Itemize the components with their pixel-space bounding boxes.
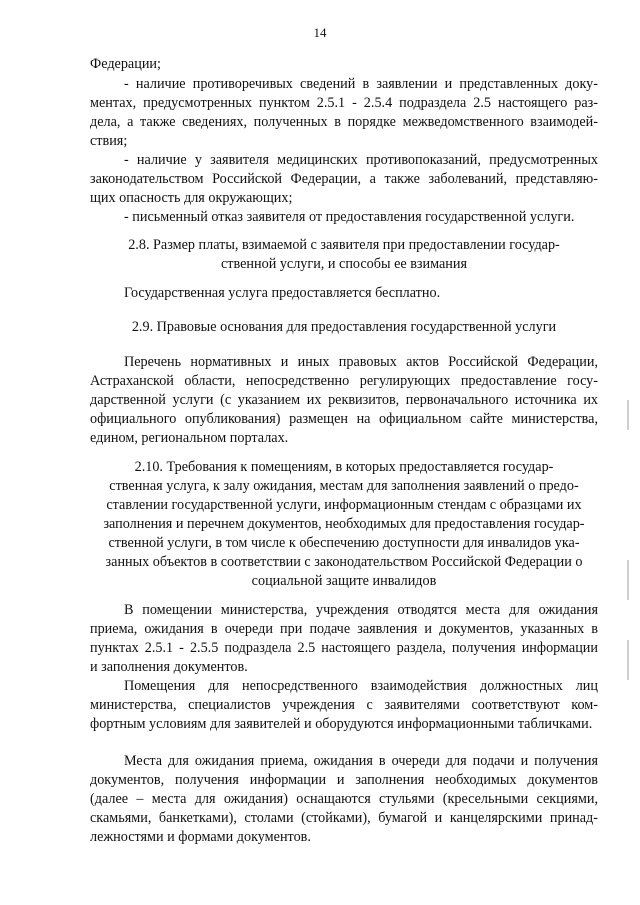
text-line: законодательством Российской Федерации, а также заболеваний, представляю- — [90, 171, 598, 187]
text-line: Места для ожидания приема, ожидания в очереди для подачи и получения — [124, 753, 598, 769]
page-number: 14 — [313, 25, 327, 40]
section-heading-line: социальной защите инвалидов — [251, 573, 437, 589]
text-line: приема, ожидания в очереди при подаче заявления и документов, указанных в — [90, 621, 598, 637]
text-line: едином, региональном порталах. — [90, 430, 289, 446]
section-heading-line: ственная услуга, к залу ожидания, местам для заполнения заявлений о предо- — [109, 478, 579, 494]
section-heading-line: 2.8. Размер платы, взимаемой с заявителя при предоставлении государ- — [128, 237, 560, 253]
section-heading-line: 2.10. Требования к помещениям, в которых предоставляется государ- — [134, 459, 554, 475]
text-line: (далее – места для ожидания) оснащаются стульями (кресельными секциями, — [90, 791, 598, 807]
text-line: Перечень нормативных и иных правовых актов Российской Федерации, — [124, 354, 598, 370]
text-line: и заполнения документов. — [90, 659, 248, 675]
text-line: фортным условиям для заявителей и оборудуются информационными табличками. — [90, 716, 593, 732]
scan-artifact-line — [627, 400, 629, 430]
text-line: Федерации; — [90, 56, 161, 72]
section-heading-line: ственной услуги, и способы ее взимания — [221, 256, 467, 272]
text-line: Помещения для непосредственного взаимодействия должностных лиц — [124, 678, 598, 694]
text-line: документов, получения информации и заполнения необходимых документов — [90, 772, 598, 788]
text-line: Астраханской области, непосредственно регулирующих предоставление госу- — [90, 373, 598, 389]
scan-artifact-line — [627, 640, 629, 680]
section-heading-line: 2.9. Правовые основания для предоставления государственной услуги — [131, 319, 557, 335]
text-line: В помещении министерства, учреждения отводятся места для ожидания — [124, 602, 598, 618]
text-line: министерства, специалистов учреждения с заявителями соответствуют ком- — [90, 697, 598, 713]
text-line: Государственная услуга предоставляется бесплатно. — [124, 285, 441, 301]
text-line: щих опасность для окружающих; — [90, 190, 293, 206]
text-line: ментах, предусмотренных пунктом 2.5.1 - 2.5.4 подраздела 2.5 настоящего раз- — [90, 95, 598, 111]
text-line: пунктах 2.5.1 - 2.5.5 подраздела 2.5 настоящего раздела, получения информации — [90, 640, 598, 656]
section-heading-line: занных объектов в соответствии с законодательством Российской Федерации о — [105, 554, 583, 570]
text-line: официального опубликования) размещен на официальном сайте министерства, — [90, 411, 598, 427]
text-line: скамьями, банкетками), столами (стойками), бумагой и канцелярскими принад- — [90, 810, 598, 826]
text-line: дарственной услуги (с указанием их реквизитов, первоначального источника их — [90, 392, 598, 408]
section-heading-line: ставлении государственной услуги, информационным стендам с образцами их — [106, 497, 582, 513]
section-heading-line: заполнения и перечнем документов, необходимых для предоставления государ- — [103, 516, 585, 532]
scan-artifact-line — [627, 560, 629, 600]
section-heading-line: ственной услуги, в том числе к обеспечению доступности для инвалидов ука- — [108, 535, 580, 551]
text-line: - письменный отказ заявителя от предоставления государственной услуги. — [124, 209, 575, 225]
text-line: дела, а также сведениях, полученных в порядке межведомственного взаимодей- — [90, 114, 598, 130]
text-line: - наличие у заявителя медицинских противопоказаний, предусмотренных — [124, 152, 598, 168]
text-line: ствия; — [90, 133, 128, 149]
text-line: - наличие противоречивых сведений в заявлении и представленных доку- — [124, 76, 598, 92]
text-line: лежностями и формами документов. — [90, 829, 311, 845]
